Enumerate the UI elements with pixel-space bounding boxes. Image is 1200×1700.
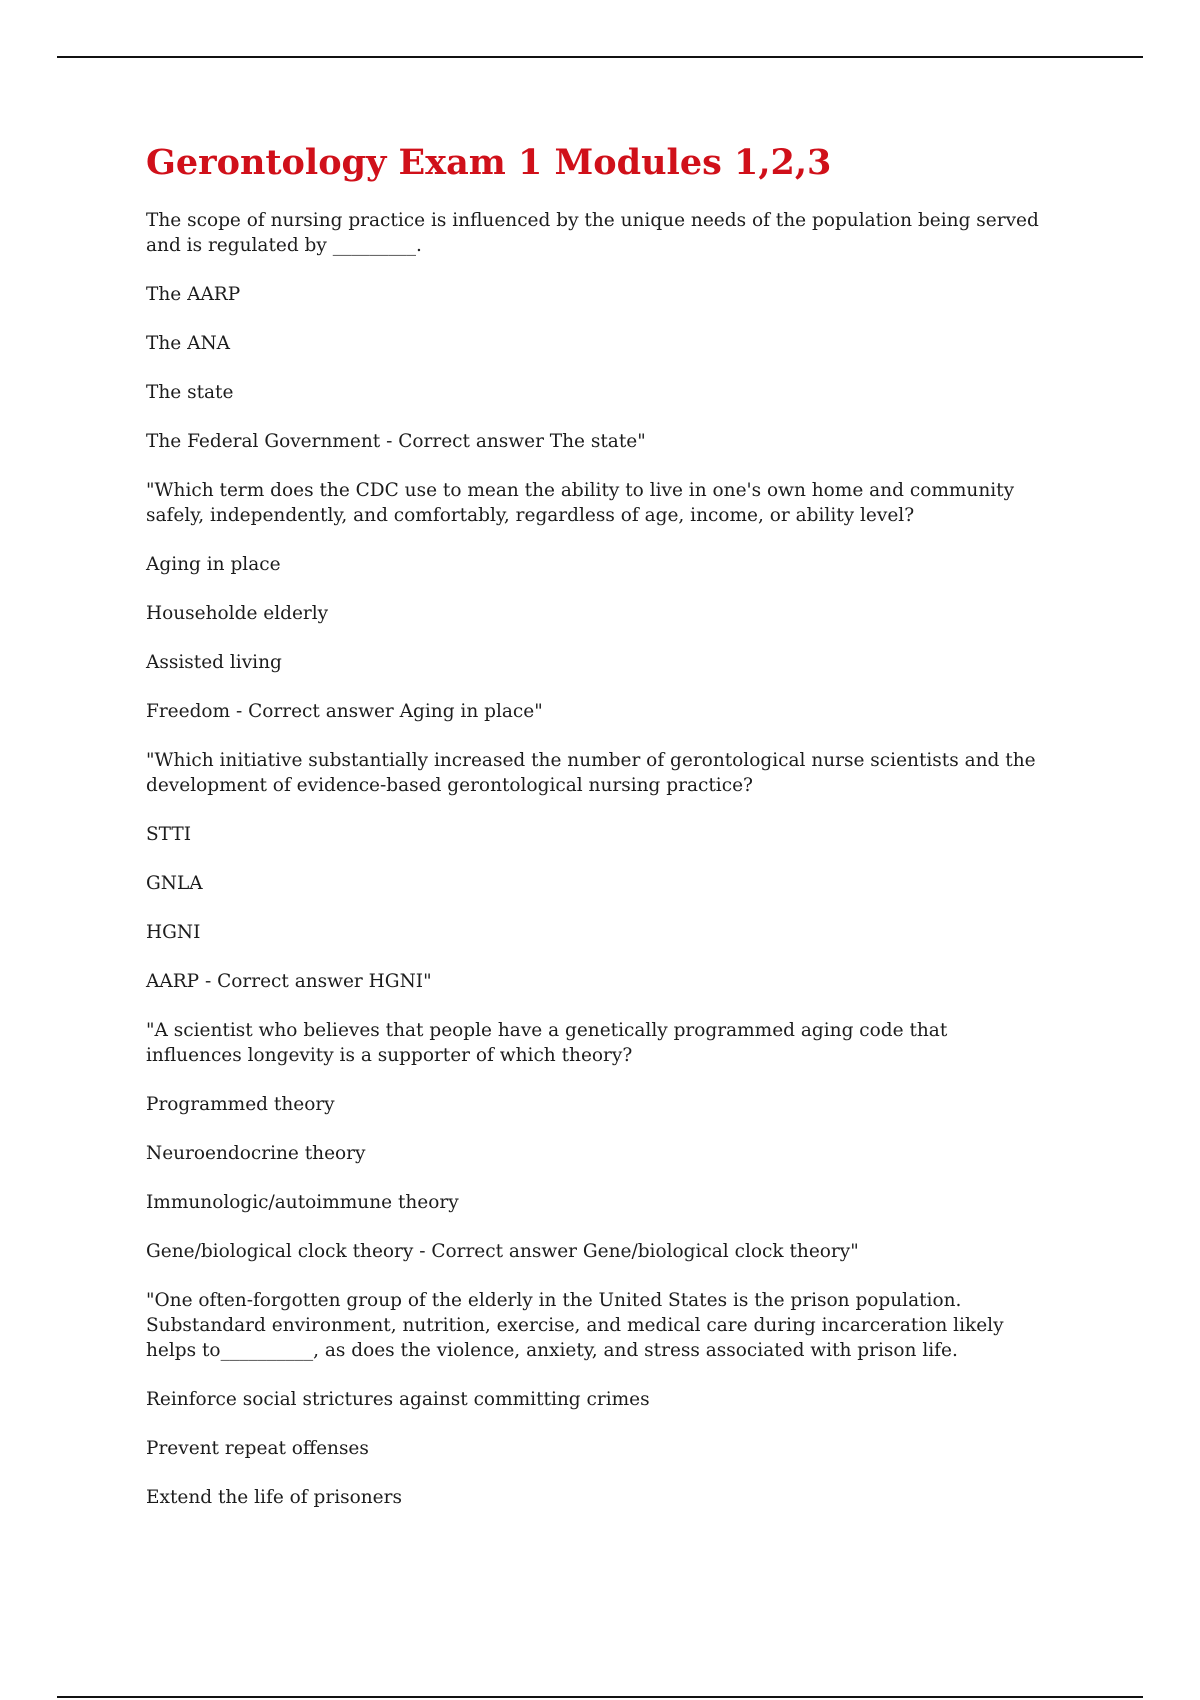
document-title: Gerontology Exam 1 Modules 1,2,3 (146, 142, 832, 183)
answer-option: The state (146, 382, 234, 403)
answer-option: Prevent repeat offenses (146, 1438, 369, 1459)
answer-option: GNLA (146, 873, 203, 894)
answer-option: STTI (146, 824, 192, 845)
answer-option: Reinforce social strictures against committing crimes (146, 1389, 650, 1410)
bottom-rule (57, 1696, 1143, 1698)
answer-option: AARP - Correct answer HGNI" (146, 971, 432, 992)
answer-option: Immunologic/autoimmune theory (146, 1192, 459, 1213)
question-text: "Which initiative substantially increased the number of gerontological nurse scientists and the development of evidence-based gerontological nursing practice? (146, 750, 1036, 796)
answer-option: Gene/biological clock theory - Correct answer Gene/biological clock theory" (146, 1241, 859, 1262)
answer-option: Householde elderly (146, 603, 329, 624)
answer-option: Aging in place (146, 554, 281, 575)
answer-option: Programmed theory (146, 1094, 335, 1115)
question-text: "A scientist who believes that people have a genetically programmed aging code that influences longevity is a supporter of which theory? (146, 1020, 948, 1066)
question-text: "One often-forgotten group of the elderly in the United States is the prison population. Substandard environment, nutrition, exercise, and medical care during incarceration likely helps to__________, as does the violence, anxiety, and stress associated with prison life. (146, 1290, 1004, 1361)
answer-option: Freedom - Correct answer Aging in place" (146, 701, 543, 722)
answer-option: The ANA (146, 333, 230, 354)
answer-option: The Federal Government - Correct answer The state" (146, 431, 646, 452)
question-list (146, 208, 1046, 1510)
document-body (146, 140, 1046, 1534)
answer-option: Assisted living (146, 652, 282, 673)
question-text: "Which term does the CDC use to mean the ability to live in one's own home and community safely, independently, and comfortably, regardless of age, income, or ability level? (146, 480, 1015, 526)
answer-option: The AARP (146, 284, 241, 305)
answer-option: Extend the life of prisoners (146, 1487, 402, 1508)
answer-option: HGNI (146, 922, 201, 943)
answer-option: Neuroendocrine theory (146, 1143, 366, 1164)
question-text: The scope of nursing practice is influenced by the unique needs of the population being served and is regulated by _________. (146, 210, 1039, 256)
top-rule (57, 56, 1143, 58)
